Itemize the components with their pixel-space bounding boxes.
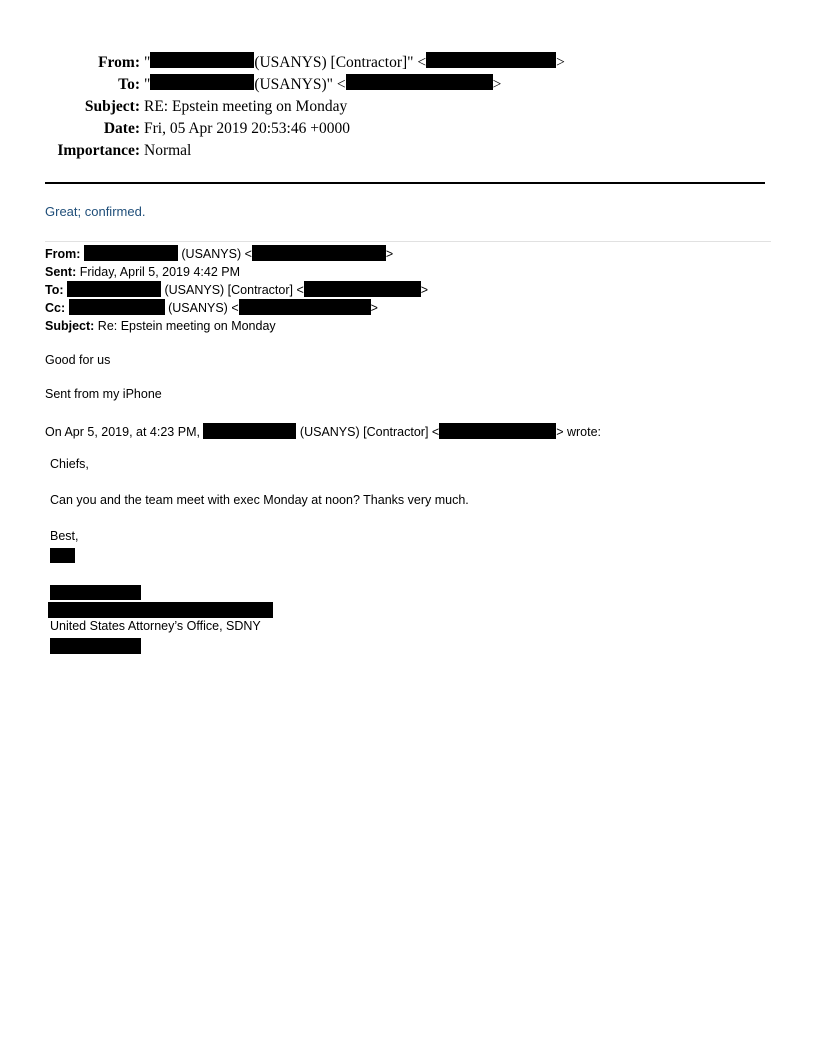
- fwd-subject-row: [45, 317, 428, 335]
- original-message: Can you and the team meet with exec Monday at noon? Thanks very much.: [50, 493, 469, 507]
- redaction-box: [150, 52, 254, 68]
- email-header: [0, 52, 565, 162]
- body-line: Good for us: [45, 353, 111, 367]
- redaction-box: [203, 423, 296, 439]
- from-label: From:: [98, 54, 140, 71]
- office-name: United States Attorney’s Office, SDNY: [50, 619, 261, 633]
- fwd-from-label: From:: [45, 247, 81, 261]
- redaction-box: [439, 423, 556, 439]
- fwd-sent-value: Friday, April 5, 2019 4:42 PM: [76, 265, 240, 279]
- header-to-row: To: " (USANYS)" < >: [0, 74, 565, 96]
- redaction-box: [426, 52, 556, 68]
- date-label: Date:: [103, 120, 140, 137]
- header-divider: [45, 182, 765, 184]
- redaction-box: [346, 74, 493, 90]
- redaction-box: [150, 74, 254, 90]
- to-org: (USANYS)" <: [254, 76, 346, 93]
- subject-label: Subject:: [84, 98, 140, 115]
- from-org: (USANYS) [Contractor]" <: [254, 54, 427, 71]
- reply-divider: [45, 241, 771, 242]
- redaction-box: [50, 585, 141, 600]
- importance-label: Importance:: [57, 142, 140, 159]
- sent-from-device: Sent from my iPhone: [45, 387, 162, 401]
- quoted-attribution: On Apr 5, 2019, at 4:23 PM, (USANYS) [Contractor] < > wrote:: [45, 425, 601, 439]
- date-value: Fri, 05 Apr 2019 20:53:46 +0000: [144, 120, 350, 137]
- header-subject-row: [0, 96, 565, 118]
- redaction-box: [84, 245, 178, 261]
- original-closing: Best,: [50, 529, 79, 543]
- redaction-box: [48, 602, 273, 618]
- redaction-box: [67, 281, 161, 297]
- fwd-subject-label: Subject:: [45, 319, 95, 333]
- header-date-row: [0, 118, 565, 140]
- header-importance-row: [0, 140, 565, 162]
- redaction-box: [50, 638, 141, 654]
- forwarded-header: [45, 245, 428, 335]
- fwd-sent-label: Sent:: [45, 265, 77, 279]
- fwd-cc-label: Cc:: [45, 301, 66, 315]
- importance-value: Normal: [144, 142, 192, 159]
- fwd-subject-value: Re: Epstein meeting on Monday: [94, 319, 276, 333]
- original-greeting: Chiefs,: [50, 457, 89, 471]
- redaction-box: [69, 299, 165, 315]
- reply-text: Great; confirmed.: [45, 204, 146, 219]
- fwd-from-row: From: (USANYS) < >: [45, 247, 394, 261]
- redaction-box: [304, 281, 421, 297]
- fwd-sent-row: [45, 263, 428, 281]
- redaction-box: [50, 548, 75, 563]
- fwd-to-label: To:: [45, 283, 64, 297]
- to-label: To:: [118, 76, 140, 93]
- redaction-box: [252, 245, 386, 261]
- header-from-row: From: " (USANYS) [Contractor]" < >: [0, 52, 565, 74]
- fwd-to-row: To: (USANYS) [Contractor] < >: [45, 283, 429, 297]
- fwd-cc-row: Cc: (USANYS) < >: [45, 301, 378, 315]
- subject-value: RE: Epstein meeting on Monday: [144, 98, 348, 115]
- redaction-box: [239, 299, 371, 315]
